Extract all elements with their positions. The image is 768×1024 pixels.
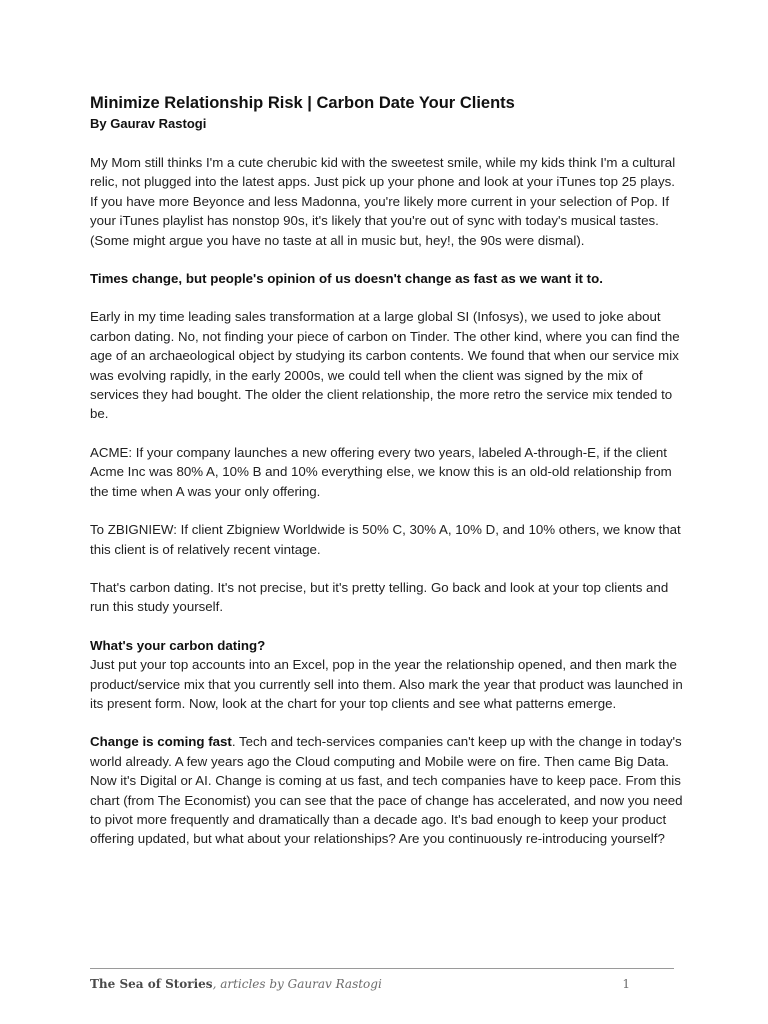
paragraph-carbon-dating-summary: That's carbon dating. It's not precise, but it's pretty telling. Go back and look at your top clients and run this study yourself. xyxy=(90,579,669,615)
paragraph-heading-your-carbon-dating: What's your carbon dating? xyxy=(90,637,266,653)
article-byline: By Gaurav Rastogi xyxy=(90,116,207,131)
paragraph-lead-rest: . Tech and tech-services companies can't keep up with the change in today's world already. A few years ago the Cloud computing and Mobile were on fire. Then came Big Data. Now it's Digital or AI. Change is coming at us fast, and tech companies have to keep pace. From this chart (from The Economist) you can see that the pace of change has accelerated, and now you need to pivot more frequently and dramatically than a decade ago. It's bad enough to keep your product offering updated, but what about your relationships? Are you continuously re-introducing yourself? xyxy=(90,734,683,847)
page-number: 1 xyxy=(622,977,630,991)
page-footer xyxy=(90,977,674,995)
article-body xyxy=(90,92,686,868)
article-title: Minimize Relationship Risk | Carbon Date Your Clients xyxy=(90,94,515,112)
footer-tagline: , articles by Gaurav Rastogi xyxy=(212,977,382,991)
paragraph-carbon-dating-story: Early in my time leading sales transformation at a large global SI (Infosys), we used to joke about carbon dating. No, not finding your piece of carbon on Tinder. The other kind, where you can find the age of an archaeological object by studying its carbon contents. We found that when our service mix was evolving rapidly, in the early 2000s, we could tell when the client was signed by the mix of services they had bought. The older the client relationship, the more retro the service mix tended to be. xyxy=(90,309,680,422)
paragraph-acme-example: ACME: If your company launches a new offering every two years, labeled A-through-E, if the client Acme Inc was 80% A, 10% B and 10% everything else, we know this is an old-old relationship from the time when A was your only offering. xyxy=(90,444,672,499)
footer-divider xyxy=(90,968,674,969)
footer-brand: The Sea of Stories xyxy=(90,977,213,991)
paragraph-excel-instructions: Just put your top accounts into an Excel, pop in the year the relationship opened, and then mark the product/service mix that you currently sell into them. Also mark the year that product was launched in its present form. Now, look at the chart for your top clients and see what patterns emerge. xyxy=(90,657,683,711)
paragraph-heading-times-change: Times change, but people's opinion of us doesn't change as fast as we want it to. xyxy=(90,271,603,287)
paragraph-change-coming-fast xyxy=(90,732,686,848)
paragraph-lead-bold: Change is coming fast xyxy=(90,734,232,750)
paragraph-zbigniew-example: To ZBIGNIEW: If client Zbigniew Worldwide is 50% C, 30% A, 10% D, and 10% others, we know that this client is of relatively recent vintage. xyxy=(90,522,681,557)
paragraph-intro: My Mom still thinks I'm a cute cherubic kid with the sweetest smile, while my kids think I'm a cultural relic, not plugged into the latest apps. Just pick up your phone and look at your iTunes top 25 plays. If you have more Beyonce and less Madonna, you're likely more current in your selection of Pop. If your iTunes playlist has nonstop 90s, it's likely that you're out of sync with today's musical tastes. (Some might argue you have no taste at all in music but, hey!, the 90s were dismal). xyxy=(90,155,676,248)
